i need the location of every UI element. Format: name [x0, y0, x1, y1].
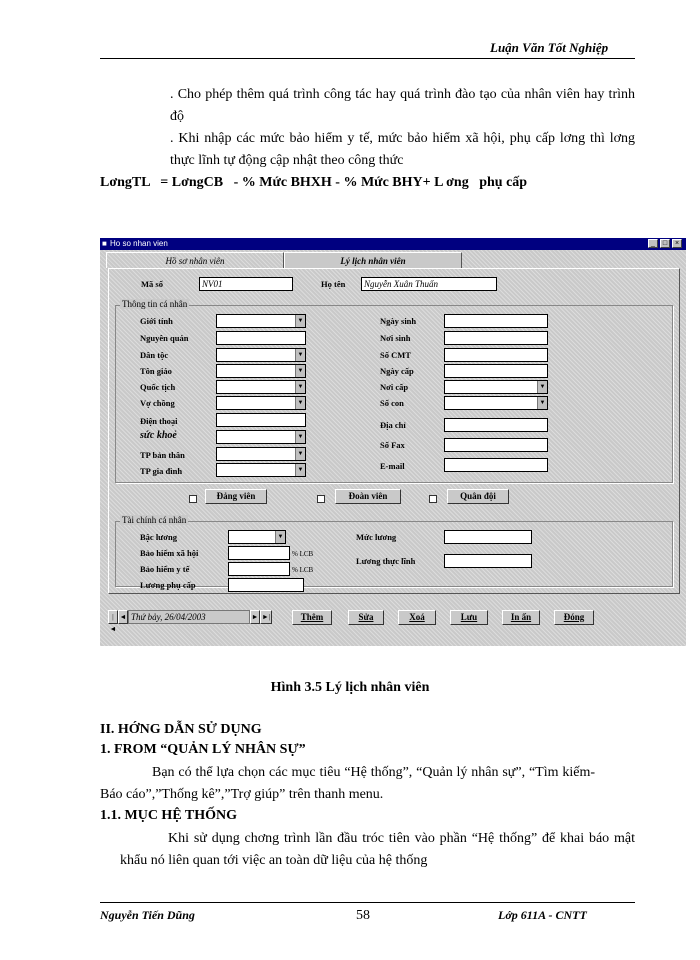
- personal-info-title: Thông tin cá nhân: [122, 299, 188, 309]
- luu-button[interactable]: Lưu: [450, 610, 488, 625]
- window-titlebar: [100, 238, 686, 250]
- chevron-down-icon[interactable]: ▼: [295, 365, 305, 377]
- chevron-down-icon[interactable]: ▼: [295, 397, 305, 409]
- quan-doi-checkbox[interactable]: [429, 495, 437, 503]
- record-date-display: Thứ bảy, 26/04/2003: [128, 610, 250, 624]
- footer-author: Nguyễn Tiến Dũng: [100, 908, 195, 922]
- email-input[interactable]: [444, 458, 548, 472]
- field-label: Nguyên quán: [140, 333, 189, 343]
- in-an-button[interactable]: In ấn: [502, 610, 540, 625]
- dien-thoai-input[interactable]: [216, 413, 306, 427]
- field-label: Số CMT: [380, 350, 411, 360]
- field-label: Ngày sinh: [380, 316, 417, 326]
- maximize-icon[interactable]: □: [660, 239, 670, 248]
- chevron-down-icon[interactable]: ▼: [295, 448, 305, 460]
- field-label: Quốc tịch: [140, 382, 176, 392]
- pct-lcb-label: % LCB: [292, 566, 314, 574]
- field-label: Tôn giáo: [140, 366, 172, 376]
- ngay-cap-input[interactable]: [444, 364, 548, 378]
- so-cmt-input[interactable]: [444, 348, 548, 362]
- field-label: Bảo hiểm xã hội: [140, 548, 199, 558]
- personal-info-group: [115, 299, 673, 483]
- tab-ho-so-nhan-vien[interactable]: Hồ sơ nhân viên: [106, 252, 284, 268]
- field-label: Số con: [380, 398, 404, 408]
- bullet-1-text: Cho phép thêm quá trình công tác hay quá trình đào tạo của nhân viên hay trình độ: [170, 87, 635, 124]
- chevron-down-icon[interactable]: ▼: [295, 464, 305, 476]
- doan-vien-button[interactable]: Đoàn viên: [335, 489, 401, 504]
- last-record-button[interactable]: ►|: [260, 610, 272, 624]
- close-icon[interactable]: ×: [672, 239, 682, 248]
- field-label: TP bản thân: [140, 450, 185, 460]
- field-label: Ngày cấp: [380, 366, 414, 376]
- tab-ly-lich-nhan-vien[interactable]: Lý lịch nhân viên: [284, 252, 462, 268]
- ton-giao-select[interactable]: [216, 364, 306, 378]
- tp-ban-than-select[interactable]: [216, 447, 306, 461]
- luong-phu-cap-input[interactable]: [228, 578, 304, 592]
- nguyen-quan-input[interactable]: [216, 331, 306, 345]
- sua-button[interactable]: Sửa: [348, 610, 384, 625]
- window-title: Ho so nhan vien: [110, 239, 168, 248]
- header-rule: [100, 58, 635, 59]
- luong-thuc-linh-input[interactable]: [444, 554, 532, 568]
- prev-record-button[interactable]: ◄: [118, 610, 128, 624]
- field-label: Giới tính: [140, 316, 173, 326]
- chevron-down-icon[interactable]: ▼: [537, 381, 547, 393]
- paragraph-he-thong: Khi sử dụng chơng trình lần đầu tróc tiên vào phần “Hệ thống” để khai báo mật khẩu nó liên quan tới việc an toàn dữ liệu của hệ thống: [120, 831, 635, 868]
- bullet-dot: .: [170, 131, 179, 146]
- ma-so-label: Mã số: [141, 279, 163, 289]
- dia-chi-input[interactable]: [444, 418, 548, 432]
- chevron-down-icon[interactable]: ▼: [295, 381, 305, 393]
- field-label: Bậc lương: [140, 532, 177, 542]
- noi-cap-select[interactable]: [444, 380, 548, 394]
- field-label: Địa chỉ: [380, 420, 406, 430]
- vo-chong-select[interactable]: [216, 396, 306, 410]
- so-fax-input[interactable]: [444, 438, 548, 452]
- field-label: Điện thoại: [140, 416, 178, 426]
- ho-ten-label: Họ tên: [321, 279, 346, 289]
- quoc-tich-select[interactable]: [216, 380, 306, 394]
- chevron-down-icon[interactable]: ▼: [295, 349, 305, 361]
- field-label: Lương thực lĩnh: [356, 556, 416, 566]
- chevron-down-icon[interactable]: ▼: [295, 431, 305, 443]
- them-button[interactable]: Thêm: [292, 610, 332, 625]
- bullet-dot: .: [170, 87, 178, 102]
- figure-caption: Hình 3.5 Lý lịch nhân viên: [270, 680, 430, 695]
- noi-sinh-input[interactable]: [444, 331, 548, 345]
- finance-title: Tài chính cá nhân: [122, 515, 187, 525]
- bullet-1: [170, 84, 635, 128]
- dang-vien-button[interactable]: Đảng viên: [205, 489, 267, 504]
- first-record-button[interactable]: |◄: [108, 610, 118, 624]
- bac-luong-select[interactable]: [228, 530, 286, 544]
- page-number: 58: [356, 908, 370, 923]
- field-label: E-mail: [380, 461, 405, 471]
- doan-vien-checkbox[interactable]: [317, 495, 325, 503]
- field-label: TP gia đình: [140, 466, 183, 476]
- ngay-sinh-input[interactable]: [444, 314, 548, 328]
- gioi-tinh-select[interactable]: [216, 314, 306, 328]
- dang-vien-checkbox[interactable]: [189, 495, 197, 503]
- suc-khoe-select[interactable]: [216, 430, 306, 444]
- bhyt-input[interactable]: [228, 562, 290, 576]
- bullet-2-text: Khi nhập các mức bảo hiểm y tế, mức bảo hiểm xã hội, phụ cấp lơng thì lơng thực lĩnh tự động cập nhật theo công thức: [170, 131, 636, 168]
- xoa-button[interactable]: Xoá: [398, 610, 436, 625]
- chevron-down-icon[interactable]: ▼: [295, 315, 305, 327]
- quan-doi-button[interactable]: Quân đội: [447, 489, 509, 504]
- footer-class: Lớp 611A - CNTT: [498, 908, 587, 922]
- paragraph-menu: Bạn có thể lựa chọn các mục tiêu “Hệ thống”, “Quản lý nhân sự”, “Tìm kiếm-Báo cáo”,”Thống kê”,”Trợ giúp” trên thanh menu.: [100, 765, 595, 802]
- next-record-button[interactable]: ►: [250, 610, 260, 624]
- field-label: Bảo hiểm y tế: [140, 564, 190, 574]
- employee-form-screenshot: [100, 238, 686, 646]
- field-label: Nơi cấp: [380, 382, 409, 392]
- field-label: Dân tộc: [140, 350, 169, 360]
- dong-button[interactable]: Đóng: [554, 610, 594, 625]
- chevron-down-icon[interactable]: ▼: [537, 397, 547, 409]
- running-header: Luận Văn Tốt Nghiệp: [490, 40, 609, 55]
- pct-lcb-label: % LCB: [292, 550, 314, 558]
- section-ii-heading: II. HỚNG DẪN SỬ DỤNG: [100, 722, 262, 737]
- ho-ten-input[interactable]: Nguyễn Xuân Thuấn: [361, 277, 497, 291]
- tp-gia-dinh-select[interactable]: [216, 463, 306, 477]
- minimize-icon[interactable]: _: [648, 239, 658, 248]
- field-label: sức khoẻ: [140, 430, 177, 441]
- salary-formula: LơngTL = LơngCB - % Mức BHXH - % Mức BHY+ L ơng phụ cấp: [100, 175, 528, 190]
- chevron-down-icon[interactable]: ▼: [275, 531, 285, 543]
- bullet-2: [170, 128, 635, 172]
- field-label: Nơi sinh: [380, 333, 411, 343]
- bhxh-input[interactable]: [228, 546, 290, 560]
- so-con-select[interactable]: [444, 396, 548, 410]
- muc-luong-input[interactable]: [444, 530, 532, 544]
- field-label: Lương phụ cấp: [140, 580, 196, 590]
- field-label: Mức lương: [356, 532, 397, 542]
- field-label: Số Fax: [380, 440, 405, 450]
- tab-panel: [108, 268, 680, 594]
- ma-so-input[interactable]: NV01: [199, 277, 293, 291]
- section-1-heading: 1. FROM “QUẢN LÝ NHÂN SỰ”: [100, 742, 306, 757]
- footer-rule: [100, 902, 635, 903]
- dan-toc-select[interactable]: [216, 348, 306, 362]
- field-label: Vợ chồng: [140, 398, 175, 408]
- app-icon: ■: [102, 239, 107, 248]
- finance-group: [115, 515, 673, 590]
- section-11-heading: 1.1. MỤC HỆ THỐNG: [100, 808, 238, 823]
